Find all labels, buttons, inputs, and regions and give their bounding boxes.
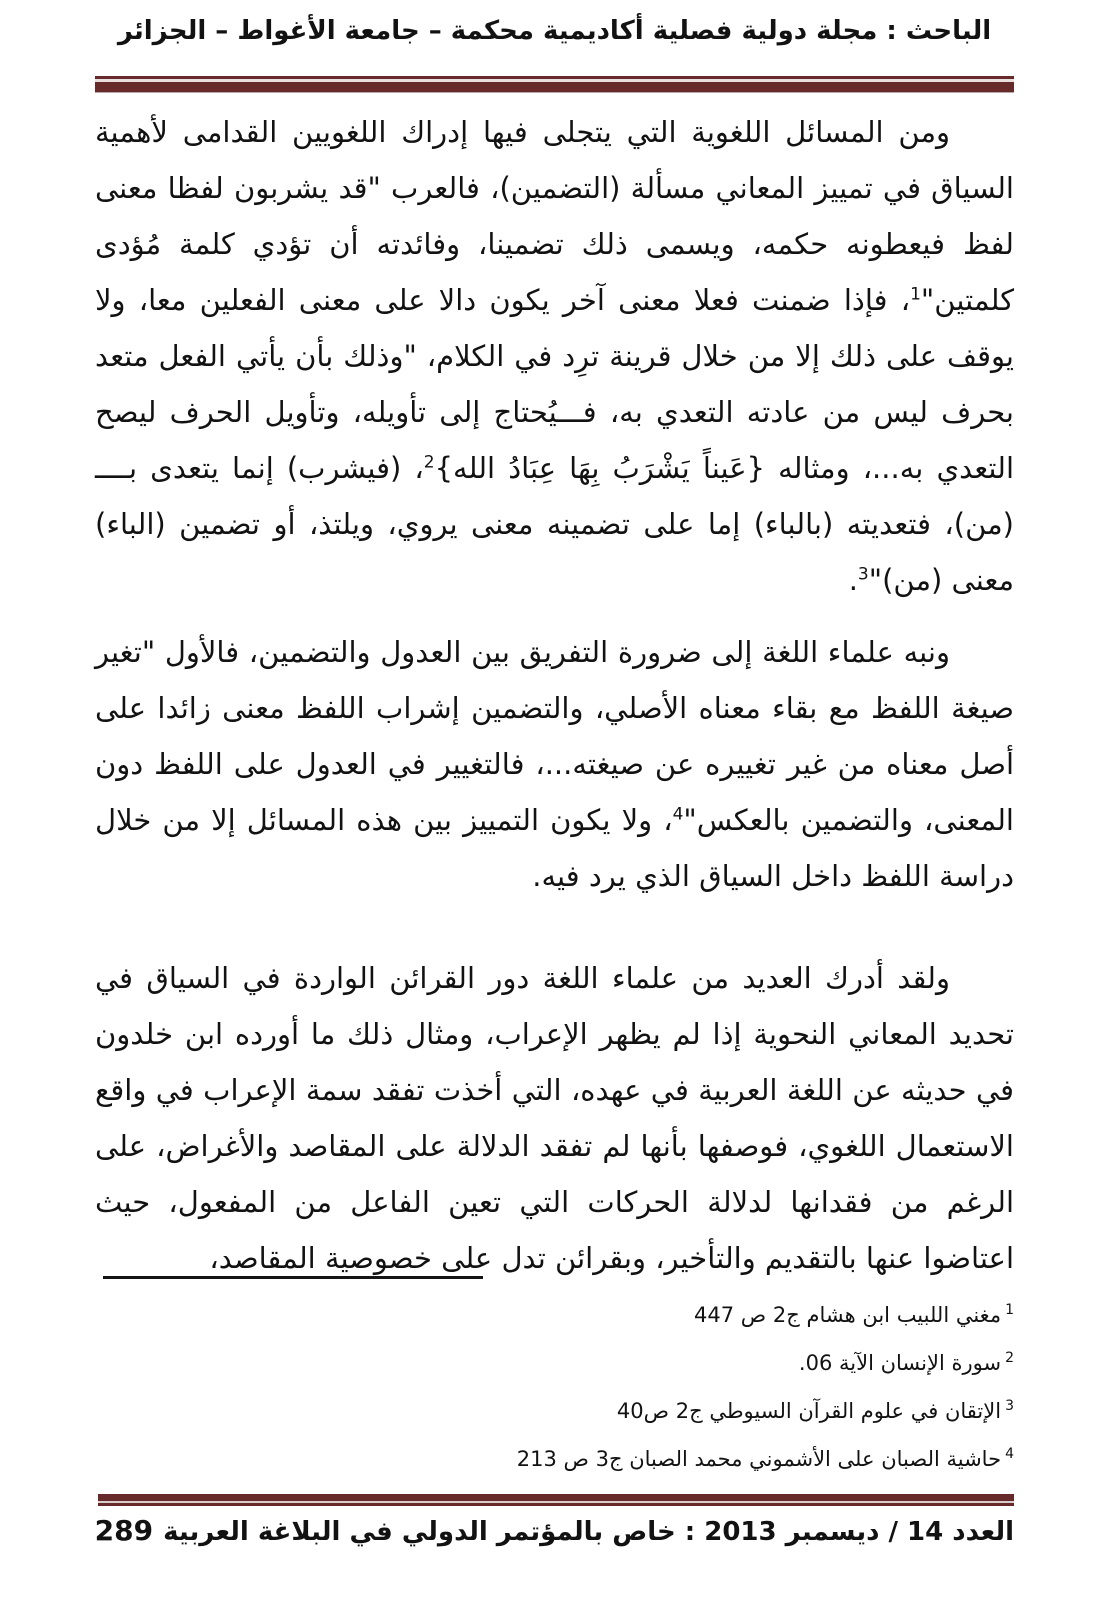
footnote-ref-1: 1 bbox=[910, 284, 921, 305]
footer-double-rule bbox=[98, 1494, 1014, 1506]
footnote-list bbox=[95, 1279, 1014, 1483]
paragraph-2 bbox=[95, 624, 1014, 904]
footnotes-section bbox=[95, 1276, 1014, 1483]
footnote-2-number: 2 bbox=[1005, 1350, 1014, 1366]
header-rule-thick bbox=[95, 82, 1014, 93]
footnote-1 bbox=[95, 1291, 1014, 1339]
journal-header-title: الباحث : مجلة دولية فصلية أكاديمية محكمة – جامعة الأغواط – الجزائر bbox=[117, 16, 992, 46]
footnote-1-number: 1 bbox=[1005, 1302, 1014, 1318]
footer-line bbox=[94, 1514, 1014, 1547]
footnote-3-number: 3 bbox=[1005, 1398, 1014, 1414]
issue-info: العدد 14 / ديسمبر 2013 : خاص بالمؤتمر الدولي في البلاغة العربية bbox=[163, 1517, 1014, 1547]
footer-rule-thin bbox=[98, 1503, 1014, 1506]
paragraph-1 bbox=[95, 104, 1014, 608]
paragraph-3 bbox=[95, 950, 1014, 1286]
paragraph-1-text: ومن المسائل اللغوية التي يتجلى فيها إدراك اللغويين القدامى لأهمية السياق في تمييز المعاني مسألة (التضمين)، فالعرب "قد يشربون لفظا معنى لفظ فيعطونه حكمه، ويسمى ذلك تضمينا، وفائدته أن تؤدي كلمة مُؤدى كلمتين" bbox=[95, 115, 1014, 317]
page-number: 289 bbox=[94, 1514, 154, 1547]
footnote-ref-3: 3 bbox=[857, 564, 869, 585]
header-double-rule bbox=[95, 76, 1014, 93]
footnote-separator-rule bbox=[103, 1276, 483, 1279]
paragraph-1-text: . bbox=[848, 563, 858, 597]
paragraph-2-text: ونبه علماء اللغة إلى ضرورة التفريق بين العدول والتضمين، فالأول "تغير صيغة اللفظ مع بقاء معناه الأصلي، والتضمين إشراب اللفظ معنى زائدا على أصل معناه من غير تغييره عن صيغته...، فالتغيير في العدول على اللفظ دون المعنى، والتضمين بالعكس" bbox=[95, 635, 1014, 837]
footnote-3 bbox=[95, 1387, 1014, 1435]
footnote-ref-4: 4 bbox=[672, 804, 684, 825]
footnote-4 bbox=[95, 1435, 1014, 1483]
paragraph-1-text: ، (فيشرب) إنما يتعدى بــــ (من)، فتعديته (بالباء) إما على تضمينه معنى يروي، ويلتذ، أو تضمين (الباء) معنى (من)" bbox=[95, 451, 1014, 597]
paragraph-2-text: ، ولا يكون التمييز بين هذه المسائل إلا من خلال دراسة اللفظ داخل السياق الذي يرد فيه. bbox=[95, 803, 1014, 893]
footnote-ref-2: 2 bbox=[423, 452, 435, 473]
paragraph-1-text: ، فإذا ضمنت فعلا معنى آخر يكون دالا على معنى الفعلين معا، ولا يوقف على ذلك إلا من خلال قرينة ترِد في الكلام، "وذلك بأن يأتي الفعل متعد بحرف ليس من عادته التعدي به، فـــيُحتاج إلى تأويله، وتأويل الحرف ليصح التعدي به...، ومثاله {عَيناً يَشْرَبُ بِهَا عِبَادُ الله} bbox=[95, 283, 1015, 485]
footnote-2-text: سورة الإنسان الآية 06. bbox=[798, 1351, 1002, 1375]
footnote-4-text: حاشية الصبان على الأشموني محمد الصبان ج3 ص 213 bbox=[516, 1447, 1002, 1471]
page-footer bbox=[94, 1494, 1014, 1547]
footnote-4-number: 4 bbox=[1005, 1446, 1014, 1462]
footnote-1-text: مغني اللبيب ابن هشام ج2 ص 447 bbox=[694, 1303, 1002, 1327]
footnote-2 bbox=[95, 1339, 1014, 1387]
paragraph-3-text: ولقد أدرك العديد من علماء اللغة دور القرائن الواردة في السياق في تحديد المعاني النحوية إذا لم يظهر الإعراب، ومثال ذلك ما أورده ابن خلدون في حديثه عن اللغة العربية في عهده، التي أخذت تفقد سمة الإعراب في واقع الاستعمال اللغوي، فوصفها بأنها لم تفقد الدلالة على المقاصد والأغراض، على الرغم من فقدانها لدلالة الحركات التي تعين الفاعل من المفعول، حيث اعتاضوا عنها بالتقديم والتأخير، وبقرائن تدل على خصوصية المقاصد، bbox=[95, 961, 1014, 1275]
article-body bbox=[95, 104, 1014, 1286]
footer-rule-thick bbox=[98, 1494, 1014, 1501]
footnote-3-text: الإتقان في علوم القرآن السيوطي ج2 ص40 bbox=[616, 1399, 1002, 1423]
